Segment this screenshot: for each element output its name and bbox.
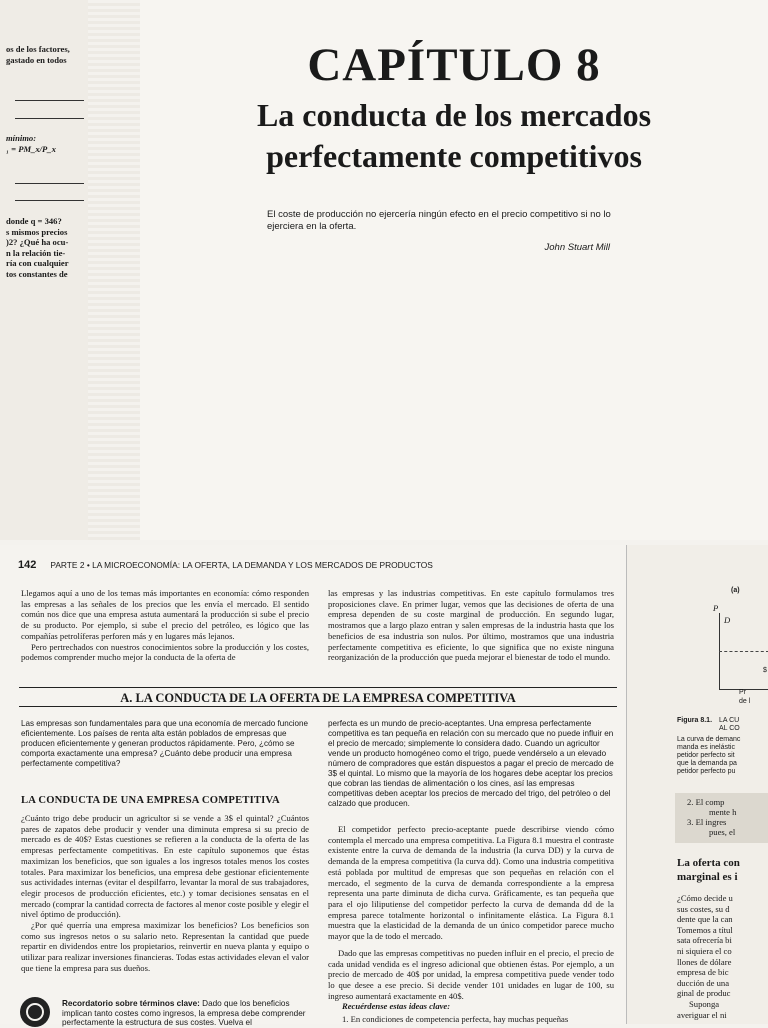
figure-title: LA CU xyxy=(719,717,740,724)
answer-line xyxy=(15,200,84,201)
body-line: averiguar el ni xyxy=(677,1009,727,1020)
figure-panel-label: (a) xyxy=(731,587,740,594)
key-points-box xyxy=(675,793,768,843)
paragraph: Las empresas son fundamentales para que una economía de mercado funcione eficientemente. Los países de renta alta están poblados de empresas que producen eficientemente y generan productos rápidamente. Pero, ¿cómo se comporta exactamente una empresa? ¿Cuánto debe producir una empresa perfectamente competitiva? xyxy=(21,719,309,768)
answer-line xyxy=(15,183,84,184)
key-idea-item: 1. En condiciones de competencia perfecta, hay muchas pequeñas xyxy=(342,1014,569,1024)
figure-number: Figura 8.1. xyxy=(677,717,713,724)
scan-noise-strip xyxy=(88,0,140,540)
paragraph: las empresas y las industrias competitivas. En este capítulo formulamos tres proposiciones clave. En primer lugar, vemos que las decisiones de oferta de una empresa dependen de su coste marginal de producción. En segundo lugar, mostramos que a largo plazo entran y salen empresas de la industria hasta que los beneficios de esa industria son nulos. Por último, mostramos que una industria perfectamente competitiva es eficiente, lo que significa que no existe ninguna reorganización de la producción que pueda mejorar el bienestar de todo el mundo. xyxy=(328,588,614,663)
box-item: mente h xyxy=(709,807,737,817)
section-heading: A. LA CONDUCTA DE LA OFERTA DE LA EMPRESA COMPETITIVA xyxy=(120,691,516,705)
figure-body: manda es inelástic xyxy=(677,744,735,751)
subsection-column-right-2 xyxy=(328,948,614,1002)
body-line: ginal de produc xyxy=(677,988,731,999)
key-ideas-lead: Recuérdense estas ideas clave: xyxy=(342,1001,451,1011)
sliver-line: )2? ¿Qué ha ocu- xyxy=(6,237,69,247)
sliver-line: donde q = 346? xyxy=(6,216,62,226)
paragraph: El competidor perfecto precio-aceptante puede describirse viendo cómo contempla el mercado una empresa competitiva. La Figura 8.1 muestra el contraste existente entre la curva de demanda de la industria (la curva DD) y la curva de demanda de la empresa competitiva (la curva dd). Como una industria competitiva está poblada por multitud de empresas que son pequeñas en relación con el mercado, el segmento de la curva de demanda correspondiente a la empresa representa una parte diminuta de dicha curva. Gráficamente, es tan pequeña que para el ojo liliputiense del competidor perfecto la curva de demanda dd de la empresa parece totalmente horizontal o infinitamente elástica. La Figura 8.1 muestra que la elasticidad de la demanda de un único competidor parece mucho mayor que la de todo el mercado. xyxy=(328,824,614,942)
facing-page-edge xyxy=(626,545,768,1024)
figure-body: petidor perfecto sit xyxy=(677,752,735,759)
reminder-note xyxy=(62,999,312,1028)
body-line: Tomemos a títul xyxy=(677,924,733,935)
section-column-right xyxy=(328,719,614,809)
sliver-text-block-3 xyxy=(0,216,69,279)
section-rule-bottom xyxy=(19,706,617,707)
epigraph-quote: El coste de producción no ejercería ningún efecto en el precio competitivo si no lo ejerciera en la oferta. xyxy=(267,209,611,232)
facing-heading: marginal es i xyxy=(677,871,738,883)
subtitle-line: perfectamente competitivos xyxy=(266,138,642,174)
subsection-column-right xyxy=(328,824,614,942)
intro-column-left xyxy=(21,588,309,663)
intro-column-right xyxy=(328,588,614,663)
paragraph: perfecta es un mundo de precio-aceptantes. Una empresa perfectamente competitiva es tan pequeña en relación con su mercado que no puede influir en el precio de mercado; simplemente lo considera dado. Cuando un agricultor vende un producto homogéneo como el trigo, puede vendérselo a un elevado número de compradores que están dispuestos a pagar el precio de mercado de 3$ el quintal. Lo mismo que la mayoría de los hogares debe aceptar los precios que cobran las tiendas de alimentación o los cines, así las empresas competitivas deben aceptar los precios de mercado del trigo, del petróleo o del calzado que producen. xyxy=(328,719,614,808)
sliver-text-block-1 xyxy=(0,44,70,65)
epigraph-author: John Stuart Mill xyxy=(544,242,610,253)
body-line: llones de dólare xyxy=(677,956,732,967)
paragraph: Llegamos aquí a uno de los temas más importantes en economía: cómo responden las empresas a las señales de los precios que les envía el mercado. El sentido común nos dice que una empresa astuta aumentará la producción si sube el precio de su producto. Por ejemplo, si sube el precio del petróleo, es lógico que las compañías petrolíferas perforen más y en lugares más lejanos. xyxy=(21,588,309,641)
figure-body: petidor perfecto pu xyxy=(677,768,736,775)
note-label: Recordatorio sobre términos clave: xyxy=(62,999,200,1008)
curve-d-label: D xyxy=(724,615,731,625)
box-item: 3. El ingres xyxy=(687,817,727,827)
box-item: pues, el xyxy=(709,827,736,837)
subtitle-line: La conducta de los mercados xyxy=(256,97,652,133)
body-line: dente que la can xyxy=(677,914,733,925)
paragraph: ¿Cuánto trigo debe producir un agricultor si se vende a 3$ el quintal? ¿Cuántos pares de zapatos debe producir y vender una diminuta empresa si su precio de mercado es de 40$? Estas cuestiones se refieren a la conducta de la oferta de las empresas perfectamente competitivas. En este capítulo suponemos que éstas maximizan los beneficios, que son iguales a los ingresos totales menos los costes totales. Para maximizar los beneficios, una empresa debe gestionar eficientemente sus actividades internas (evitar el despilfarro, levantar la moral de sus trabajadores, elegir procesos de producción eficientes, etc.) y tomar decisiones sensatas en el mercado (comprar la cantidad correcta de factores al menor coste posible y elegir el nivel óptimo de producción). xyxy=(21,813,309,920)
body-line: empresa de bic xyxy=(677,967,729,978)
body-line: sata ofrecería bi xyxy=(677,935,732,946)
sliver-line: gastado en todos xyxy=(6,54,67,65)
figure-title: AL CO xyxy=(719,725,740,732)
chapter-subtitle xyxy=(140,95,768,177)
page-number: 142 xyxy=(18,559,37,571)
sliver-line: n la relación tie- xyxy=(6,247,66,258)
body-line: ¿Cómo decide u xyxy=(677,893,733,903)
answer-line xyxy=(15,118,84,119)
sliver-line: os de los factores, xyxy=(6,44,70,54)
body-line: Suponga xyxy=(689,999,720,1009)
chapter-title: CAPÍTULO 8 xyxy=(307,39,601,91)
body-line: ducción de una xyxy=(677,977,730,988)
running-head xyxy=(18,559,433,571)
axis-caption: de l xyxy=(739,698,751,705)
section-rule-top xyxy=(19,687,617,688)
sliver-text-block-2 xyxy=(0,133,56,154)
axis-p-label: P xyxy=(713,603,719,613)
section-column-left xyxy=(21,719,309,769)
note-text: Dado que los beneficios implican tanto costes como ingresos, la empresa debe comprender perfectamente la estructura de sus costes. Vuelva el xyxy=(62,999,306,1028)
paragraph: Dado que las empresas competitivas no pueden influir en el precio, el precio de cada unidad vendida es el ingreso adicional que obtienen éstas. Por ejemplo, a un precio de mercado de 40$ por unidad, la empresa competitiva puede vender todo lo que desee a ese precio. Si decide vender 101 unidades en lugar de 100, su ingreso aumentará exactamente en 40$. xyxy=(328,948,614,1001)
box-item: 2. El comp xyxy=(687,797,725,807)
sliver-line: ₁ = PM_x/P_x xyxy=(6,143,56,154)
body-line: sus costes, su d xyxy=(677,903,730,914)
previous-page-sliver xyxy=(0,0,88,540)
subsection-column-left xyxy=(21,813,309,974)
figure-body: La curva de demanc xyxy=(677,736,741,743)
price-dashed-line xyxy=(719,651,768,652)
figure-body: que la demanda pa xyxy=(677,760,737,767)
paragraph: Pero pertrechados con nuestros conocimientos sobre la producción y los costes, podemos comprender mucho mejor la conducta de la oferta de xyxy=(21,641,309,663)
axis-tick: $ xyxy=(763,667,767,674)
subsection-heading: LA CONDUCTA DE UNA EMPRESA COMPETITIVA xyxy=(21,795,280,806)
sliver-line: s mismos precios xyxy=(6,226,68,237)
answer-line xyxy=(15,100,84,101)
sliver-line: mínimo: xyxy=(6,133,37,143)
running-head-text: PARTE 2 • LA MICROECONOMÍA: LA OFERTA, LA DEMANDA Y LOS MERCADOS DE PRODUCTOS xyxy=(50,560,433,570)
body-line: ni siquiera el co xyxy=(677,946,732,956)
sliver-line: tos constantes de xyxy=(6,268,68,279)
paragraph: ¿Por qué querría una empresa maximizar los beneficios? Los beneficios son como sus ingresos netos o su salario neto. Representan la cantidad que puede repartir en dividendos entre los propietarios, reinvertir en nueva planta y equipo o utilizar para realizar inversiones financieras. Todas estas actividades elevan el valor que tiene la empresa para sus dueños. xyxy=(21,920,309,973)
facing-heading: La oferta con xyxy=(677,857,740,869)
axis-caption: Pr xyxy=(739,689,746,696)
sliver-line: ría con cualquier xyxy=(6,258,69,268)
reminder-icon xyxy=(20,997,50,1027)
